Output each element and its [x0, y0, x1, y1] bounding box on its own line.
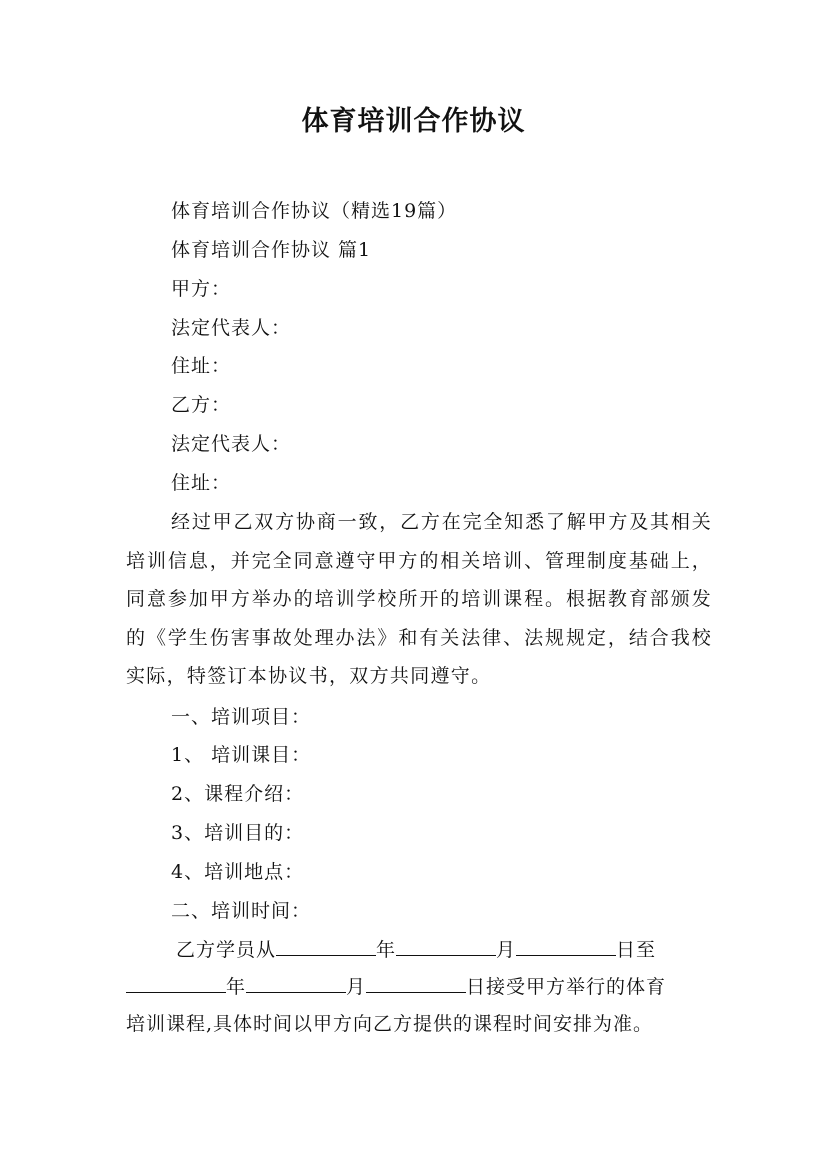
start-month-blank[interactable] — [396, 937, 496, 956]
clause-item-training-location: 4、培训地点： — [171, 861, 305, 883]
clause-heading-training-time: 二、培训时间： — [171, 900, 312, 922]
end-day-blank[interactable] — [366, 974, 466, 993]
clause-item-course: 1、 培训课目： — [171, 744, 312, 766]
time-clause-line-2 — [126, 969, 712, 1006]
party-a-label: 甲方： — [171, 278, 232, 300]
clause-item-course-intro: 2、课程介绍： — [171, 783, 305, 805]
clause-item-training-goal: 3、培训目的： — [171, 822, 305, 844]
year-unit-2: 年 — [226, 976, 247, 998]
start-day-blank[interactable] — [516, 937, 616, 956]
time-clause-line-3: 培训课程,具体时间以甲方向乙方提供的课程时间安排为准。 — [126, 1013, 654, 1035]
time-clause-paragraph — [126, 932, 712, 1043]
agreement-preamble-paragraph: 经过甲乙双方协商一致，乙方在完全知悉了解甲方及其相关培训信息，并完全同意遵守甲方的相关培训、管理制度基础上，同意参加甲方举办的培训学校所开的培训课程。根据教育部颁发的《学生伤害事故处理办法》和有关法律、法规规定，结合我校实际，特签订本协议书，双方共同遵守。 — [126, 511, 712, 687]
party-a-representative-label: 法定代表人： — [171, 317, 292, 339]
day-end-text: 日接受甲方举行的体育 — [466, 976, 667, 998]
clause-heading-training-project: 一、培训项目： — [171, 706, 312, 728]
end-year-blank[interactable] — [126, 974, 226, 993]
day-to-text: 日至 — [616, 939, 657, 961]
document-title: 体育培训合作协议 — [301, 106, 526, 137]
start-year-blank[interactable] — [276, 937, 376, 956]
party-b-address-label: 住址： — [171, 472, 232, 494]
time-clause-line-1 — [126, 932, 712, 969]
party-b-representative-label: 法定代表人： — [171, 433, 292, 455]
year-unit: 年 — [376, 939, 397, 961]
month-unit-2: 月 — [346, 976, 367, 998]
month-unit: 月 — [496, 939, 517, 961]
end-month-blank[interactable] — [246, 974, 346, 993]
section-heading: 体育培训合作协议 篇1 — [171, 239, 372, 261]
party-a-address-label: 住址： — [171, 355, 232, 377]
subtitle-line: 体育培训合作协议（精选19篇） — [171, 200, 458, 222]
time-clause-lead: 乙方学员从 — [176, 939, 277, 961]
party-b-label: 乙方： — [171, 394, 232, 416]
